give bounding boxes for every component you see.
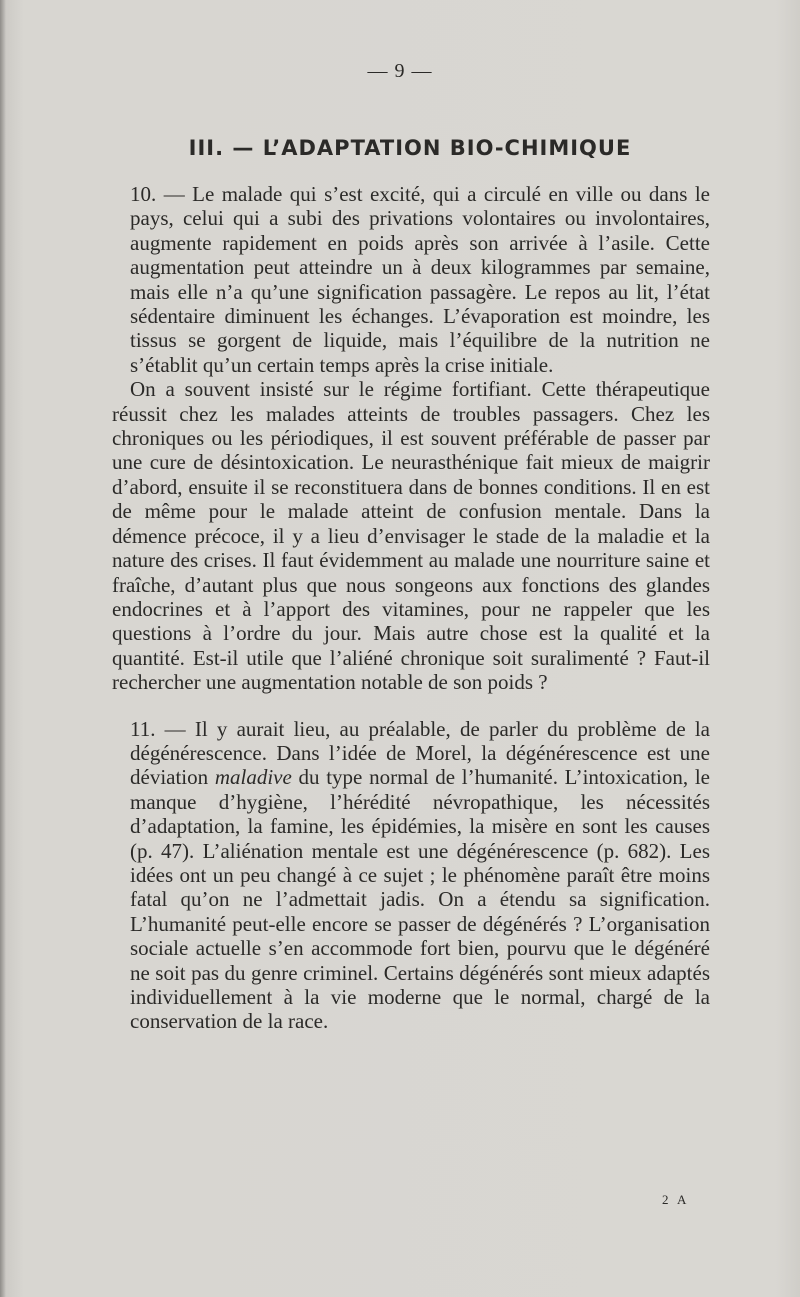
chapter-title: III. — L’ADAPTATION BIO-CHIMIQUE [188, 136, 632, 160]
body-text [112, 182, 710, 1034]
paragraph-10: 10. — Le malade qui s’est excité, qui a circulé en ville ou dans le pays, celui qui a subi des privations volontaires ou involontaires, augmente rapidement en poids après son arrivée à l’asile. Cette augmentation peut atteindre un à deux kilogrammes par semaine, mais elle n’a qu’une signification passagère. Le repos au lit, l’état sédentaire diminuent les échanges. L’évaporation est moindre, les tissus se gorgent de liquide, mais l’équilibre de la nutrition ne s’établit qu’un certain temps après la crise initiale. [130, 182, 710, 377]
page-edge-shadow [0, 0, 6, 1297]
paragraph-regime: On a souvent insisté sur le régime fortifiant. Cette thérapeutique réussit chez les malades atteints de troubles passagers. Chez les chroniques ou les périodiques, il est souvent préférable de passer par une cure de désintoxication. Le neurasthénique fait mieux de maigrir d’abord, ensuite il se reconstituera dans de bonnes conditions. Il en est de même pour le malade atteint de confusion mentale. Dans la démence précoce, il y a lieu d’envisager le stade de la maladie et la nature des crises. Il faut évidemment au malade une nourriture saine et fraîche, d’autant plus que nous songeons aux fonctions des glandes endocrines et à l’apport des vitamines, pour ne rappeler que les questions à l’ordre du jour. Mais autre chose est la qualité et la quantité. Est-il utile que l’aliéné chronique soit suralimenté ? Faut-il rechercher une augmentation notable de son poids ? [112, 377, 710, 695]
italic-term: maladive [214, 765, 292, 790]
paragraph-11 [112, 717, 710, 1034]
paragraph-11-end: du type normal de l’humanité. L’intoxication, le manque d’hygiène, l’hérédité névropathique, les nécessités d’adaptation, la famine, les épidémies, la misère en sont les causes (p. 47). L’aliénation mentale est une dégénérescence (p. 682). Les idées ont un peu changé à ce sujet ; le phénomène paraît être moins fatal qu’on ne l’admettait jadis. On a étendu sa signification. L’humanité peut-elle encore se passer de dégénérés ? L’organisation sociale actuelle s’en accommode fort bien, pourvu que le dégénéré ne soit pas du genre criminel. Certains dégénérés sont mieux adaptés individuellement à la vie moderne que le normal, chargé de la conservation de la race. [130, 765, 710, 1034]
signature-mark: 2 A [662, 1192, 690, 1207]
paragraph-11-start: 11. — Il y aurait lieu, au préalable, de parler du problème de la dégénérescence. Dans l’idée de Morel, la dégénérescence est une déviation [130, 716, 710, 790]
page-number: — 9 — [367, 60, 433, 82]
